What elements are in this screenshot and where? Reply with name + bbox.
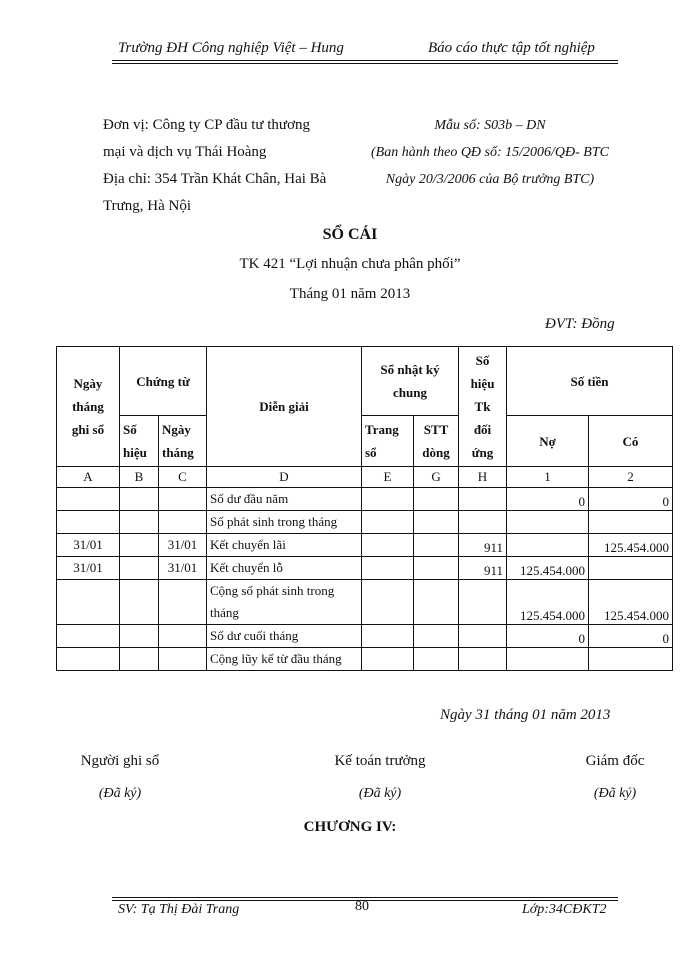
table-row xyxy=(57,625,673,648)
col-header-contra-account-text: Số hiệu Tk đối ứng xyxy=(470,353,495,460)
cell-debit xyxy=(507,534,589,557)
col-header-credit: Có xyxy=(589,416,673,467)
cell-credit xyxy=(589,557,673,580)
column-letter-row xyxy=(57,467,673,488)
col-header-journal-page xyxy=(362,416,414,467)
col-header-journal-page-text: Trang sổ xyxy=(365,422,399,460)
organization-info xyxy=(103,112,353,220)
column-letter: 1 xyxy=(507,467,589,488)
column-letter: B xyxy=(120,467,159,488)
col-header-description: Diễn giải xyxy=(207,347,362,467)
column-letter: D xyxy=(207,467,362,488)
col-header-voucher: Chứng từ xyxy=(120,347,207,416)
column-letter: H xyxy=(459,467,507,488)
cell-journal-page xyxy=(362,511,414,534)
cell-debit xyxy=(507,648,589,671)
cell-credit xyxy=(589,648,673,671)
column-letter: E xyxy=(362,467,414,488)
cell-journal-line xyxy=(414,534,459,557)
col-header-journal-line xyxy=(414,416,459,467)
ledger-title: SỔ CÁI xyxy=(322,226,378,243)
col-header-contra-account xyxy=(459,347,507,467)
unit-line-2: mại và dịch vụ Thái Hoàng xyxy=(103,144,267,160)
header-divider xyxy=(112,60,618,61)
cell-voucher-date xyxy=(159,580,207,625)
cell-description: Kết chuyển lỗ xyxy=(207,557,362,580)
cell-journal-line xyxy=(414,511,459,534)
chapter-heading: CHƯƠNG IV: xyxy=(303,819,397,835)
signed-note-recorder: (Đã ký) xyxy=(98,786,142,801)
table-row xyxy=(57,557,673,580)
cell-journal-page xyxy=(362,648,414,671)
form-code: Mẫu số: S03b – DN xyxy=(434,118,546,133)
address-line-1: Địa chỉ: 354 Trần Khát Chân, Hai Bà xyxy=(103,171,327,187)
table-row xyxy=(57,580,673,625)
footer-student: SV: Tạ Thị Đài Trang xyxy=(118,902,240,917)
page-number: 80 xyxy=(355,899,369,914)
cell-voucher-date xyxy=(159,648,207,671)
cell-voucher-no xyxy=(120,648,159,671)
footer-class: Lớp:34CĐKT2 xyxy=(522,902,607,917)
cell-voucher-date xyxy=(159,488,207,511)
cell-contra-account xyxy=(459,580,507,625)
cell-contra-account: 911 xyxy=(459,557,507,580)
cell-debit: 0 xyxy=(507,488,589,511)
ledger-table xyxy=(56,346,673,671)
cell-credit: 0 xyxy=(589,488,673,511)
col-header-record-date xyxy=(57,347,120,467)
col-header-voucher-date-text: Ngày tháng xyxy=(162,422,194,460)
cell-record-date xyxy=(57,488,120,511)
account-name: TK 421 “Lợi nhuận chưa phân phối” xyxy=(239,256,461,272)
cell-record-date xyxy=(57,511,120,534)
sign-date: Ngày 31 tháng 01 năm 2013 xyxy=(440,707,611,723)
cell-journal-page xyxy=(362,580,414,625)
cell-voucher-no xyxy=(120,488,159,511)
cell-journal-line xyxy=(414,625,459,648)
ledger-rows xyxy=(57,488,673,671)
cell-voucher-no xyxy=(120,511,159,534)
cell-journal-line xyxy=(414,648,459,671)
cell-description: Số dư đầu năm xyxy=(207,488,362,511)
column-letter: G xyxy=(414,467,459,488)
cell-description: Cộng lũy kế từ đầu tháng xyxy=(207,648,362,671)
cell-description: Cộng số phát sinh trong tháng xyxy=(207,580,362,625)
cell-record-date xyxy=(57,625,120,648)
col-header-amount: Số tiền xyxy=(507,347,673,416)
cell-description: Số phát sinh trong tháng xyxy=(207,511,362,534)
column-letter: 2 xyxy=(589,467,673,488)
cell-description: Số dư cuối tháng xyxy=(207,625,362,648)
header-report-title: Báo cáo thực tập tốt nghiệp xyxy=(428,40,595,56)
cell-credit: 125.454.000 xyxy=(589,580,673,625)
column-letter: A xyxy=(57,467,120,488)
signed-note-director: (Đã ký) xyxy=(593,786,637,801)
column-letter: C xyxy=(159,467,207,488)
col-header-voucher-date xyxy=(159,416,207,467)
cell-debit: 125.454.000 xyxy=(507,580,589,625)
footer-divider xyxy=(112,897,618,898)
table-row xyxy=(57,534,673,557)
cell-contra-account xyxy=(459,648,507,671)
table-row xyxy=(57,488,673,511)
period: Tháng 01 năm 2013 xyxy=(289,286,411,302)
cell-journal-line xyxy=(414,488,459,511)
col-header-debit: Nợ xyxy=(507,416,589,467)
col-header-journal xyxy=(362,347,459,416)
cell-debit: 125.454.000 xyxy=(507,557,589,580)
cell-contra-account xyxy=(459,511,507,534)
cell-contra-account: 911 xyxy=(459,534,507,557)
signer-chief-accountant: Kế toán trưởng xyxy=(334,753,426,769)
signed-note-chief-accountant: (Đã ký) xyxy=(358,786,402,801)
cell-voucher-no xyxy=(120,625,159,648)
cell-voucher-no xyxy=(120,557,159,580)
table-row xyxy=(57,648,673,671)
cell-journal-page xyxy=(362,625,414,648)
col-header-voucher-no xyxy=(120,416,159,467)
col-header-journal-line-text: STT dòng xyxy=(422,422,450,460)
cell-voucher-date: 31/01 xyxy=(159,557,207,580)
cell-voucher-date xyxy=(159,511,207,534)
cell-voucher-date: 31/01 xyxy=(159,534,207,557)
address-line-2: Trưng, Hà Nội xyxy=(103,198,192,214)
cell-journal-page xyxy=(362,534,414,557)
cell-voucher-date xyxy=(159,625,207,648)
cell-journal-line xyxy=(414,557,459,580)
form-issued-line-1: (Ban hành theo QĐ số: 15/2006/QĐ- BTC xyxy=(371,145,609,160)
cell-voucher-no xyxy=(120,580,159,625)
signer-recorder: Người ghi sổ xyxy=(80,753,160,769)
cell-credit: 0 xyxy=(589,625,673,648)
cell-description: Kết chuyển lãi xyxy=(207,534,362,557)
cell-record-date: 31/01 xyxy=(57,557,120,580)
table-row xyxy=(57,511,673,534)
cell-debit: 0 xyxy=(507,625,589,648)
form-info xyxy=(350,112,630,193)
col-header-voucher-no-text: Số hiệu xyxy=(123,422,147,460)
cell-record-date: 31/01 xyxy=(57,534,120,557)
unit-line-1: Đơn vị: Công ty CP đầu tư thương xyxy=(103,117,310,133)
cell-contra-account xyxy=(459,488,507,511)
cell-contra-account xyxy=(459,625,507,648)
cell-journal-line xyxy=(414,580,459,625)
signer-director: Giám đốc xyxy=(585,753,645,769)
cell-journal-page xyxy=(362,488,414,511)
cell-record-date xyxy=(57,648,120,671)
cell-record-date xyxy=(57,580,120,625)
cell-credit xyxy=(589,511,673,534)
cell-debit xyxy=(507,511,589,534)
header-school: Trường ĐH Công nghiệp Việt – Hung xyxy=(118,40,344,56)
header-divider-thin xyxy=(112,63,618,64)
col-header-record-date-text: Ngày tháng ghi sổ xyxy=(71,376,105,437)
currency-unit: ĐVT: Đồng xyxy=(545,316,615,332)
cell-journal-page xyxy=(362,557,414,580)
form-issued-line-2: Ngày 20/3/2006 của Bộ trưởng BTC) xyxy=(385,172,595,187)
cell-credit: 125.454.000 xyxy=(589,534,673,557)
cell-voucher-no xyxy=(120,534,159,557)
col-header-journal-text: Sổ nhật ký chung xyxy=(380,362,440,400)
